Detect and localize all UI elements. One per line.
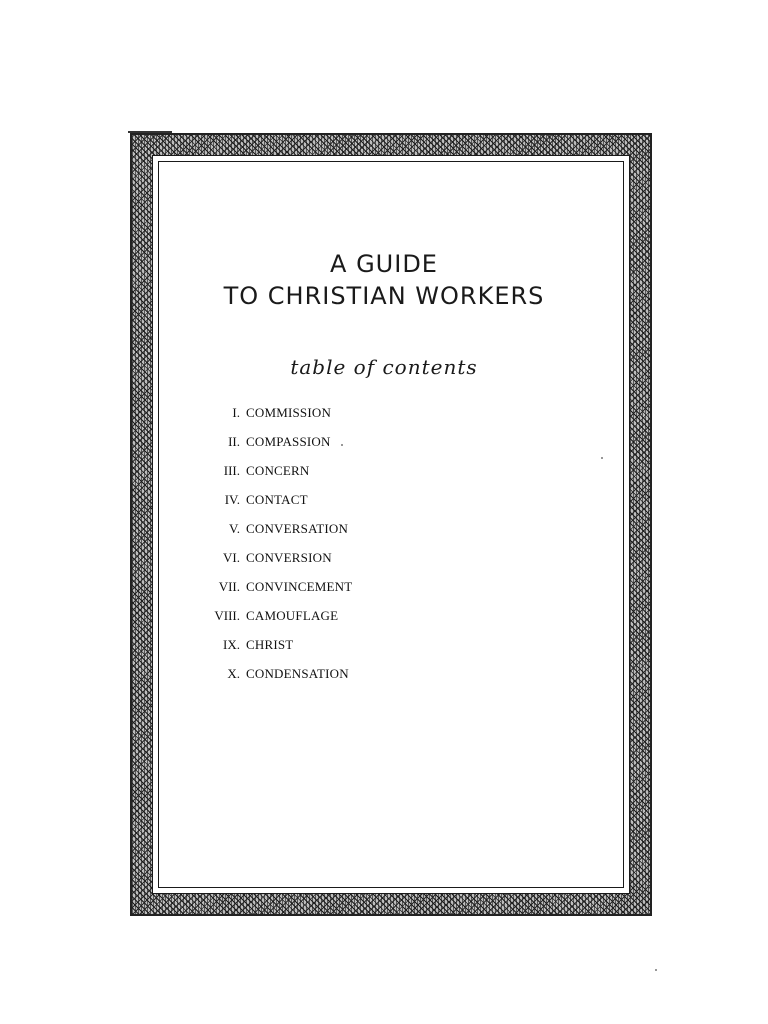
- toc-numeral: III.: [223, 463, 240, 478]
- toc-item: [0, 547, 768, 576]
- toc-title: COMMISSION: [246, 405, 332, 420]
- toc-numeral: V.: [229, 521, 240, 536]
- title-line-2: TO CHRISTIAN WORKERS: [223, 282, 545, 310]
- document-title: [0, 248, 768, 312]
- toc-title: CAMOUFLAGE: [246, 608, 339, 623]
- toc-item: [0, 489, 768, 518]
- scan-speck: [601, 457, 603, 459]
- toc-item: [0, 518, 768, 547]
- toc-item: [0, 634, 768, 663]
- toc-title: COMPASSION: [246, 434, 331, 449]
- toc-numeral: VI.: [223, 550, 240, 565]
- toc-numeral: VIII.: [214, 608, 240, 623]
- table-of-contents: [0, 402, 768, 692]
- toc-item: [0, 431, 768, 460]
- toc-item: [0, 402, 768, 431]
- toc-item: [0, 576, 768, 605]
- toc-title: CONVINCEMENT: [246, 579, 353, 594]
- toc-numeral: IV.: [224, 492, 240, 507]
- toc-title: CONVERSATION: [246, 521, 349, 536]
- toc-item: [0, 663, 768, 692]
- toc-item: [0, 460, 768, 489]
- toc-title: CONTACT: [246, 492, 308, 507]
- toc-title: CONDENSATION: [246, 666, 349, 681]
- toc-title: CONVERSION: [246, 550, 332, 565]
- toc-numeral: I.: [232, 405, 240, 420]
- toc-numeral: IX.: [223, 637, 240, 652]
- toc-subtitle: table of contents: [290, 355, 478, 379]
- toc-numeral: VII.: [218, 579, 240, 594]
- scan-speck: [341, 444, 343, 446]
- toc-title: CHRIST: [246, 637, 294, 652]
- title-line-1: A GUIDE: [330, 250, 438, 278]
- toc-numeral: II.: [228, 434, 240, 449]
- toc-numeral: X.: [227, 666, 240, 681]
- scan-speck: [655, 969, 657, 971]
- toc-item: [0, 605, 768, 634]
- toc-title: CONCERN: [246, 463, 310, 478]
